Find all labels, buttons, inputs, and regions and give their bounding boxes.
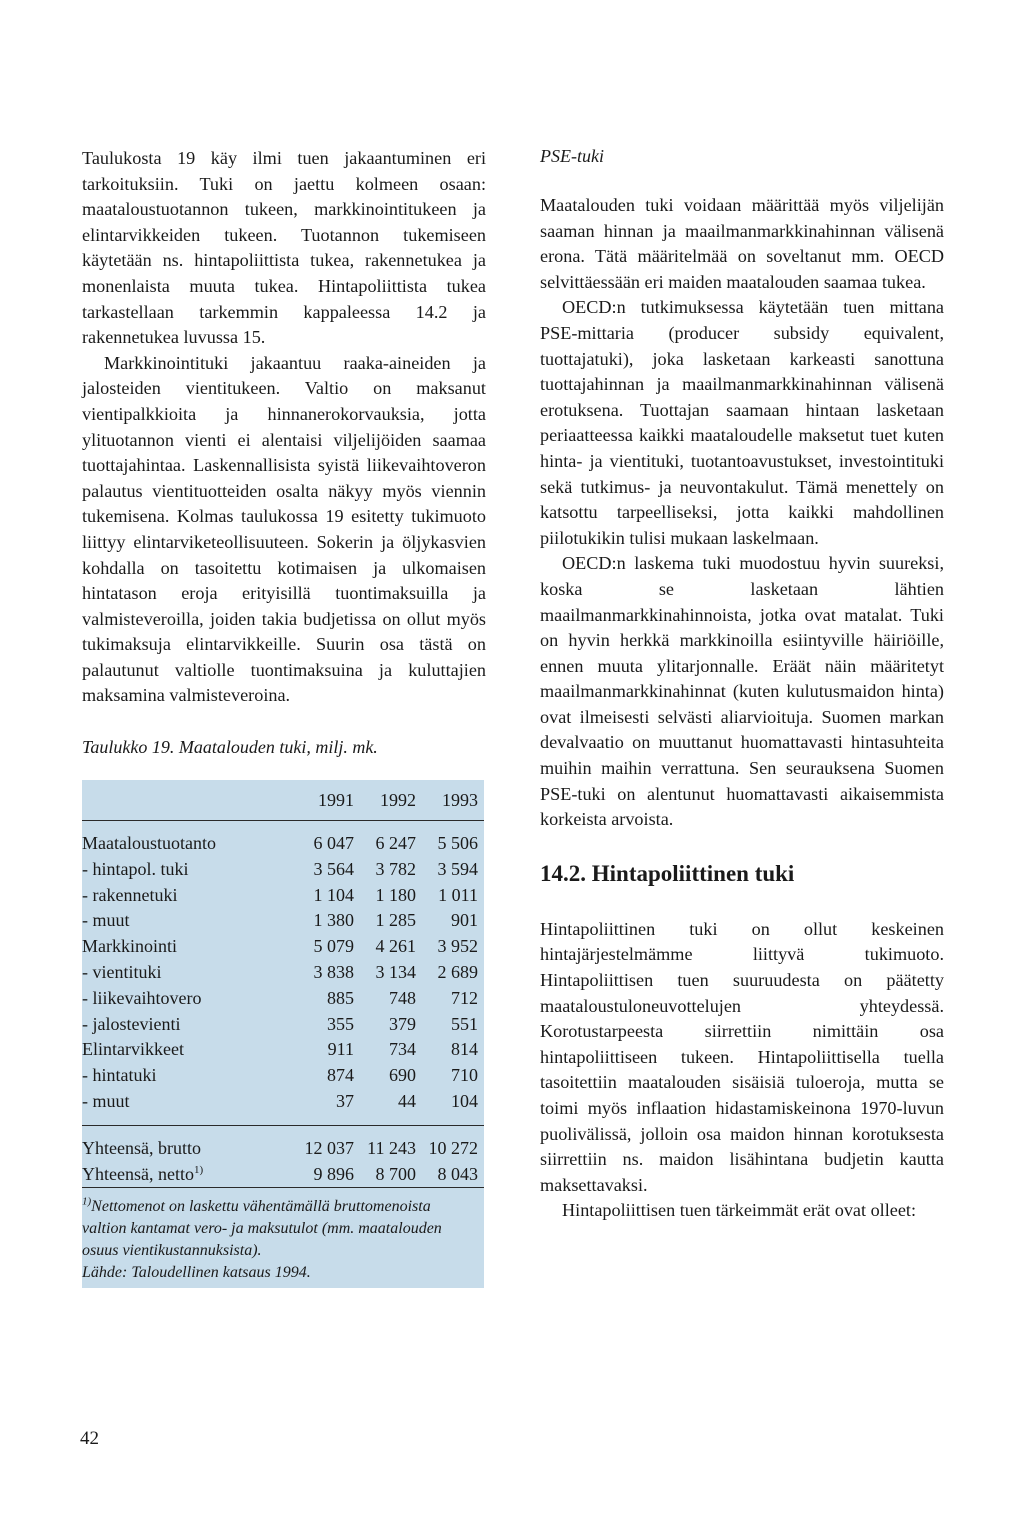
footnote-marker: 1) [193,1163,204,1176]
cell-1993: 3 594 [437,858,478,879]
table-source: Lähde: Taloudellinen katsaus 1994. [82,1264,311,1282]
cell-1992: 6 247 [375,833,416,854]
body-paragraph: Hintapoliittinen tuki on ollut keskeinen hintajärjestelmämme liittyvä tukimuoto. Hintapoliittisen tuen suuruudesta on päätetty maataloustuloneuvottelujen yhteydessä. Korotustarpeesta siirrettiin nimittäin osa hintapoliittiseen tukeen. Hintapoliittisella tuella tasoitettiin maatalouden sisäisiä tuloeroja, mutta se toimi myös inflaation hidastamiskeinona 1970-luvun puolivälissä, jolloin osa maidon hinnan korotuksesta siirrettiin ns. maidon lisähintana budjetin kautta maksettavaksi. [540,918,944,1195]
table-row [82,934,484,960]
table-row [82,1089,484,1115]
cell-1991: 3 564 [313,858,354,879]
total-row [82,1136,484,1162]
body-paragraph: Taulukosta 19 käy ilmi tuen jakaantuminen eri tarkoituksiin. Tuki on jaettu kolmeen osaan: maataloustuotannon tukeen, markkinointitukeen ja elintarvikkeiden tukeen. Tuotannon tukemiseen käytetään ns. hintapoliittista tukea, rakennetukea ja monenlaista muuta tukea. Hintapoliittista tukea tarkastellaan tarkemmin kappaleessa 14.2 ja rakennetukea luvussa 15. [82,148,486,348]
cell-1993: 2 689 [437,962,478,983]
total-row [82,1162,484,1188]
cell-1992: 3 134 [375,962,416,983]
cell-1991: 885 [327,987,354,1008]
table-row [82,883,484,909]
cell-1993: 712 [451,987,478,1008]
cell-1993: 3 952 [437,936,478,957]
row-label: Yhteensä, brutto [82,1137,201,1158]
subsection-heading: 14.2. Hintapoliittinen tuki [540,860,795,886]
cell-1993: 8 043 [437,1163,478,1184]
row-label: - muut [82,1091,130,1112]
year-header: 1993 [442,790,478,811]
cell-1992: 4 261 [375,936,416,957]
body-paragraph: OECD:n laskema tuki muodostuu hyvin suureksi, koska se lasketaan lähtien maailmanmarkkinahinnoista, jotka ovat matalat. Tuki on hyvin herkkä markkinoilla esiintyville häiriöille, ennen muuta ylitarjonnalle. Eräät näin määritetyt maailmanmarkkinahinnat (kuten kulutusmaidon hinta) ovat ilmeisesti selvästi aliarvioituja. Suomen markan devalvaatio on muuttanut huomattavasti hintasuhteita muihin maihin verrattuna. Sen seurauksena Suomen PSE-tuki on alentunut huomattavasti aikaisemmista korkeista arvoista. [540,553,944,830]
cell-1993: 814 [451,1039,478,1060]
body-paragraph: OECD:n tutkimuksessa käytetään tuen mittana PSE-mittaria (producer subsidy equivalent, tuottajatuki), joka lasketaan karkeasti sanottuna tuottajahinnan ja maailmanmarkkinahinnan välisenä erotuksena. Tuottajan saamaan hintaan lasketaan periaatteessa kaikki maataloudelle maksetut tuet kuten hinta- ja vientituki, tuotantoavustukset, investointituki sekä tutkimus- ja neuvontakulut. Tämä menettely on katsottu tarpeelliseksi, jotta kaikki mahdollinen piilotukikin tulisi mukaan laskelmaan. [540,297,944,548]
body-paragraph: Hintapoliittisen tuen tärkeimmät erät ovat olleet: [562,1200,917,1221]
row-label: - jalostevienti [82,1013,181,1034]
cell-1993: 5 506 [437,833,478,854]
row-label: Elintarvikkeet [82,1039,184,1060]
body-paragraph: Markkinointituki jakaantuu raaka-aineiden ja jalosteiden vientitukeen. Valtio on maksanut vientipalkkioita ja hinnanerokorvauksia, jotta ylituotannon vienti ei alentaisi viljelijöiden saamaa tuottajahintaa. Laskennallisista syistä liikevaihtoveron palautus vientituotteiden osalta näkyy myös viennin tukemisena. Kolmas taulukossa 19 esitetty tukimuoto liittyy elintarviketeollisuuteen. Sokerin ja öljykasvien kohdalla on tasoitettu kotimaisen ja ulkomaisen hintatason eroja erityisillä tuontimaksuilla ja valmisteveroilla, joiden takia budjetissa on ollut myös tukimaksuja elintarvikkeille. Suurin osa tästä on palautunut valtiolle tuontimaksuina ja kuluttajien maksamina valmisteveroina. [82,352,486,706]
table-row [82,1037,484,1063]
cell-1992: 44 [398,1091,416,1112]
cell-1991: 37 [336,1091,354,1112]
cell-1993: 1 011 [438,884,478,905]
row-label: - muut [82,910,130,931]
row-label: - hintapol. tuki [82,858,189,879]
table-header-row [82,780,484,821]
footnote-marker: 1) [82,1196,92,1209]
cell-1991: 911 [327,1039,354,1060]
table-row [82,1063,484,1089]
page-number: 42 [80,1428,99,1449]
row-label: - liikevaihtovero [82,987,202,1008]
cell-1991: 12 037 [304,1137,354,1158]
table-row [82,960,484,986]
cell-1991: 5 079 [313,936,354,957]
support-table [82,780,484,1288]
cell-1992: 748 [389,987,416,1008]
cell-1993: 551 [451,1013,478,1034]
cell-1992: 1 285 [375,910,416,931]
cell-1992: 734 [389,1039,416,1060]
row-label: - hintatuki [82,1065,157,1086]
cell-1992: 690 [389,1065,416,1086]
cell-1992: 8 700 [375,1163,416,1184]
row-label: Maataloustuotanto [82,833,216,854]
cell-1991: 3 838 [313,962,354,983]
right-column [540,146,944,1224]
cell-1993: 104 [451,1091,478,1112]
table-row [82,857,484,883]
left-column [82,146,486,1288]
table-footnote: $^{1)}$Nettomenot on laskettu vähentämällä bruttomenoista valtion kantamat vero- ja maksutulot (mm. maatalouden osuus vientikustannuksista). Lähde: Taloudellinen katsaus 1994. [82,1196,442,1282]
cell-1992: 379 [389,1013,416,1034]
year-header: 1992 [380,790,416,811]
cell-1993: 10 272 [428,1137,478,1158]
cell-1991: 1 380 [313,910,354,931]
section-heading: PSE-tuki [540,146,604,166]
cell-1993: 901 [451,910,478,931]
support-table-grid [82,780,484,1188]
cell-1991: 874 [327,1065,354,1086]
cell-1991: 1 104 [313,884,354,905]
table-row [82,986,484,1012]
row-label: Markkinointi [82,936,177,957]
cell-1991: 9 896 [313,1163,354,1184]
row-label: - vientituki [82,962,162,983]
row-label: - rakennetuki [82,884,178,905]
table-title: Taulukko 19. Maatalouden tuki, milj. mk. [82,737,378,758]
row-label: Yhteensä, netto$^{1)}$ [82,1163,204,1184]
body-paragraph: Maatalouden tuki voidaan määrittää myös viljelijän saaman hinnan ja maailmanmarkkinahinnan välisenä erona. Tätä määritelmää on soveltanut mm. OECD selvittäessään eri maiden maatalouden saamaa tukea. [540,195,944,292]
table-row [82,908,484,934]
cell-1991: 355 [327,1013,354,1034]
cell-1992: 11 243 [367,1137,416,1158]
table-row [82,1012,484,1038]
table-row [82,831,484,857]
cell-1992: 3 782 [375,858,416,879]
year-header: 1991 [318,790,354,811]
cell-1993: 710 [451,1065,478,1086]
cell-1992: 1 180 [375,884,416,905]
cell-1991: 6 047 [313,833,354,854]
